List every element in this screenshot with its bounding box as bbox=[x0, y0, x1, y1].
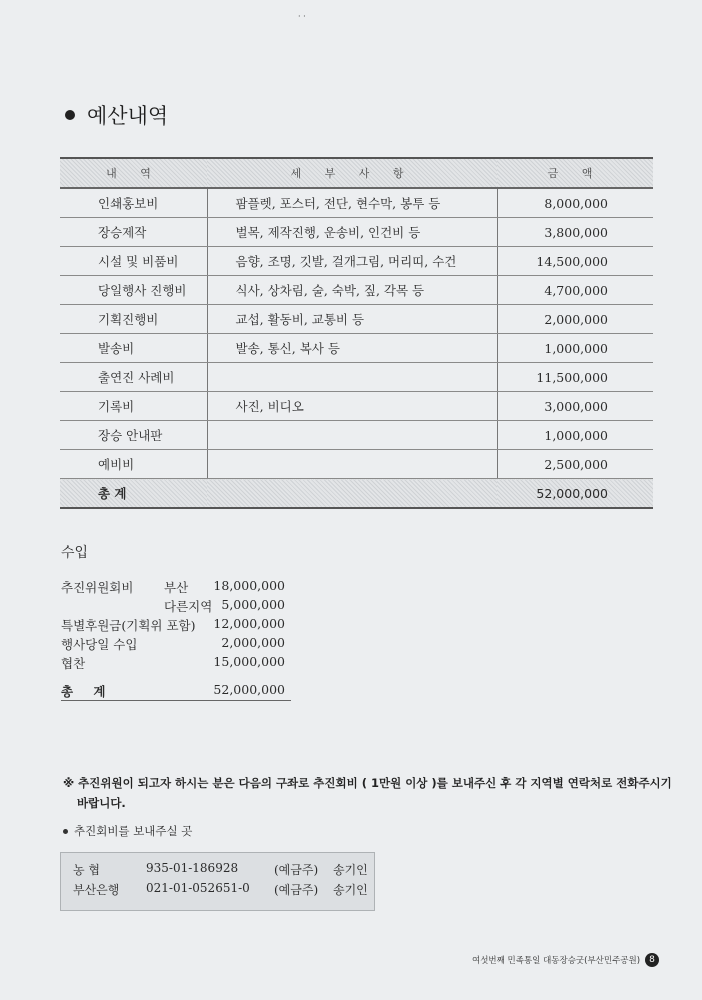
notice-line-1: ※ 추진위원이 되고자 하시는 분은 다음의 구좌로 추진회비 ( 1만원 이상 )를 보내주신 후 각 지역별 연락처로 전화주시기 bbox=[63, 776, 672, 790]
table-row bbox=[60, 305, 653, 334]
list-item bbox=[61, 578, 291, 597]
table-row bbox=[60, 334, 653, 363]
section-heading bbox=[65, 100, 168, 130]
income-amount: 2,000,000 bbox=[221, 635, 285, 650]
header-detail: 세 부 사 항 bbox=[207, 158, 497, 188]
income-total bbox=[61, 680, 291, 701]
holder-type: (예금주) bbox=[274, 883, 319, 897]
top-marks: · · bbox=[298, 12, 306, 21]
list-item bbox=[61, 654, 291, 673]
list-item bbox=[61, 635, 291, 654]
cell-item: 시설 및 비품비 bbox=[60, 247, 207, 276]
income-sub: 다른지역 bbox=[164, 599, 213, 614]
income-sub: 부산 bbox=[164, 580, 189, 595]
table-row bbox=[60, 188, 653, 218]
income-title: 수입 bbox=[61, 545, 89, 561]
income-label: 협찬 bbox=[61, 656, 86, 671]
list-item bbox=[61, 616, 291, 635]
cell-item: 기획진행비 bbox=[60, 305, 207, 334]
cell-detail: 음향, 조명, 깃발, 걸개그림, 머리띠, 수건 bbox=[207, 247, 497, 276]
cell-amount: 11,500,000 bbox=[497, 363, 653, 392]
holder-type: (예금주) bbox=[274, 863, 319, 877]
income-label: 행사당일 수입 bbox=[61, 637, 138, 652]
income-total-label: 총 계 bbox=[61, 684, 114, 699]
footer-text: 여섯번째 민족통일 대동장승굿(부산민주공원) bbox=[472, 956, 641, 966]
cell-detail: 벌목, 제작진행, 운송비, 인건비 등 bbox=[207, 218, 497, 247]
table-row bbox=[60, 421, 653, 450]
notice bbox=[63, 773, 673, 813]
income-list bbox=[61, 578, 291, 673]
account-holder: 송기인 bbox=[333, 883, 368, 897]
bank-name: 부산은행 bbox=[73, 883, 120, 897]
cell-amount: 3,800,000 bbox=[497, 218, 653, 247]
cell-item: 장승제작 bbox=[60, 218, 207, 247]
cell-amount: 2,000,000 bbox=[497, 305, 653, 334]
total-row bbox=[60, 479, 653, 509]
header-amount: 금 액 bbox=[497, 158, 653, 188]
table-row bbox=[60, 450, 653, 479]
bullet-icon bbox=[65, 110, 75, 120]
income-total-amount: 52,000,000 bbox=[213, 682, 285, 697]
total-label: 총 계 bbox=[60, 479, 207, 509]
table-row bbox=[60, 392, 653, 421]
account-number: 021-01-052651-0 bbox=[146, 881, 250, 895]
budget-table bbox=[60, 157, 653, 509]
bank-account-box bbox=[60, 852, 375, 911]
cell-amount: 1,000,000 bbox=[497, 334, 653, 363]
cell-detail bbox=[207, 421, 497, 450]
table-row bbox=[60, 247, 653, 276]
cell-item: 발송비 bbox=[60, 334, 207, 363]
header-item: 내 역 bbox=[60, 158, 207, 188]
cell-amount: 3,000,000 bbox=[497, 392, 653, 421]
total-spacer bbox=[207, 479, 497, 509]
page-footer bbox=[472, 953, 659, 967]
cell-item: 출연진 사례비 bbox=[60, 363, 207, 392]
cell-detail: 교섭, 활동비, 교통비 등 bbox=[207, 305, 497, 334]
income-label: 추진위원회비 bbox=[61, 580, 134, 595]
table-row bbox=[60, 363, 653, 392]
income-amount: 18,000,000 bbox=[213, 578, 285, 593]
heading-text: 예산내역 bbox=[87, 104, 169, 128]
list-item bbox=[61, 597, 291, 616]
table-row bbox=[60, 276, 653, 305]
cell-detail bbox=[207, 363, 497, 392]
income-amount: 5,000,000 bbox=[221, 597, 285, 612]
cell-detail bbox=[207, 450, 497, 479]
cell-amount: 2,500,000 bbox=[497, 450, 653, 479]
cell-amount: 8,000,000 bbox=[497, 188, 653, 218]
cell-amount: 1,000,000 bbox=[497, 421, 653, 450]
cell-item: 기록비 bbox=[60, 392, 207, 421]
budget-header-row bbox=[60, 158, 653, 188]
cell-item: 인쇄홍보비 bbox=[60, 188, 207, 218]
notice-line-2: 바랍니다. bbox=[77, 796, 126, 810]
account-number: 935-01-186928 bbox=[146, 861, 239, 875]
cell-detail: 사진, 비디오 bbox=[207, 392, 497, 421]
transfer-heading bbox=[63, 823, 192, 839]
income-amount: 15,000,000 bbox=[213, 654, 285, 669]
bank-row bbox=[61, 881, 374, 901]
account-holder: 송기인 bbox=[333, 863, 368, 877]
cell-amount: 4,700,000 bbox=[497, 276, 653, 305]
cell-item: 장승 안내판 bbox=[60, 421, 207, 450]
transfer-title: 추진회비를 보내주실 곳 bbox=[74, 824, 193, 838]
cell-item: 당일행사 진행비 bbox=[60, 276, 207, 305]
total-amount: 52,000,000 bbox=[497, 479, 653, 509]
cell-amount: 14,500,000 bbox=[497, 247, 653, 276]
cell-detail: 식사, 상차림, 술, 숙박, 짚, 각목 등 bbox=[207, 276, 497, 305]
table-row bbox=[60, 218, 653, 247]
income-amount: 12,000,000 bbox=[213, 616, 285, 631]
cell-detail: 발송, 통신, 복사 등 bbox=[207, 334, 497, 363]
bank-name: 농 협 bbox=[73, 863, 100, 877]
bank-row bbox=[61, 861, 374, 881]
cell-detail: 팜플렛, 포스터, 전단, 현수막, 봉투 등 bbox=[207, 188, 497, 218]
cell-item: 예비비 bbox=[60, 450, 207, 479]
income-label: 특별후원금(기획위 포함) bbox=[61, 618, 196, 633]
bullet-icon bbox=[63, 829, 68, 834]
page-number: 8 bbox=[645, 953, 659, 967]
